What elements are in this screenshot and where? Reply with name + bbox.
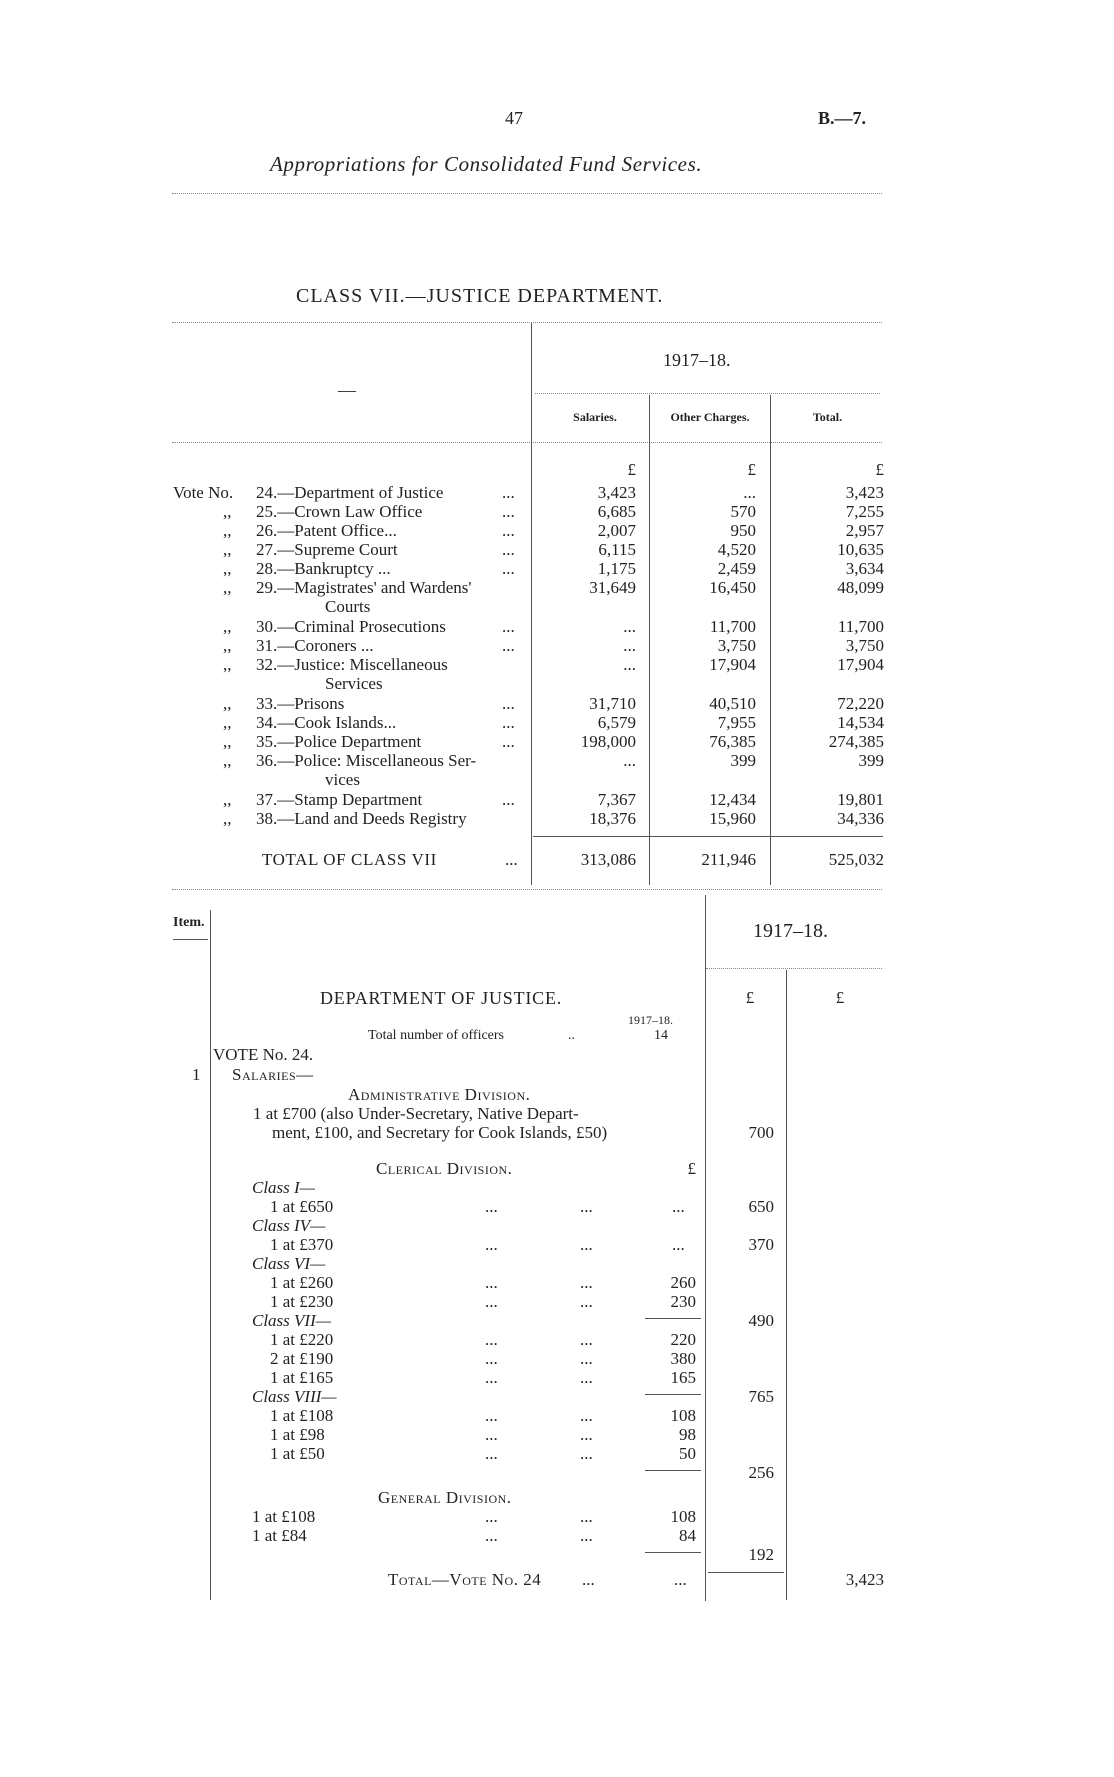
vote-label: 30.—Criminal Prosecutions <box>256 617 446 636</box>
sub-amount: 380 <box>670 1349 696 1368</box>
vote-prefix: ,, <box>223 578 232 597</box>
currency-symbol: £ <box>875 460 884 479</box>
vote-prefix: ,, <box>223 559 232 578</box>
sub-amount: 84 <box>679 1526 696 1545</box>
vote-prefix: Vote No. <box>173 483 234 502</box>
salary-line: 1 at £84 <box>252 1526 307 1545</box>
leader-dots: ... <box>485 1526 498 1545</box>
column-header-rule <box>172 442 882 443</box>
leader-dots: ... <box>502 636 515 655</box>
other-value: 76,385 <box>709 732 756 751</box>
other-value: 12,434 <box>709 790 756 809</box>
sub-amount: 165 <box>670 1368 696 1387</box>
vote-label: 27.—Supreme Court <box>256 540 398 559</box>
class-heading: Class I— <box>252 1178 315 1197</box>
other-value: 4,520 <box>717 540 756 559</box>
sub-amount: 108 <box>670 1406 696 1425</box>
leader-dots: ... <box>485 1330 498 1349</box>
total-value: 399 <box>858 751 884 770</box>
division-heading: General Division. <box>378 1488 512 1507</box>
vote-label: 29.—Magistrates' and Wardens' <box>256 578 472 597</box>
total-value: 14,534 <box>837 713 884 732</box>
vote-prefix: ,, <box>223 713 232 732</box>
vote-prefix: ,, <box>223 521 232 540</box>
total-value: 3,423 <box>845 483 884 502</box>
total-value: 7,255 <box>845 502 884 521</box>
vote-prefix: ,, <box>223 732 232 751</box>
subtotal-rule <box>645 1318 701 1319</box>
other-value: 7,955 <box>717 713 756 732</box>
leader-dots: ... <box>580 1368 593 1387</box>
vote-prefix: ,, <box>223 809 232 828</box>
leader-dots: ... <box>485 1349 498 1368</box>
total-value: 19,801 <box>837 790 884 809</box>
class-amount: 650 <box>748 1197 774 1216</box>
salary-line: 1 at £108 <box>270 1406 334 1425</box>
leader-dots: ... <box>485 1292 498 1311</box>
col-salaries-header: Salaries. <box>573 410 617 424</box>
leader-dots: ... <box>485 1235 498 1254</box>
leader-dots: ... <box>505 850 518 869</box>
total-value: 11,700 <box>837 617 884 636</box>
currency-symbol: £ <box>747 460 756 479</box>
class-total-other: 211,946 <box>701 850 756 869</box>
leader-dots: ... <box>485 1368 498 1387</box>
leader-dots: ... <box>674 1570 687 1589</box>
vote-label: 38.—Land and Deeds Registry <box>256 809 467 828</box>
leader-dots: ... <box>580 1444 593 1463</box>
class-heading: Class VII— <box>252 1311 331 1330</box>
currency-symbol: £ <box>687 1159 696 1178</box>
leader-dots: ... <box>485 1197 498 1216</box>
amount-column-rule <box>705 895 706 1601</box>
vote-label: VOTE No. 24. <box>213 1045 314 1064</box>
class-table-top-rule <box>172 322 882 323</box>
header-rule <box>172 193 882 194</box>
salary-line: 1 at £370 <box>270 1235 334 1254</box>
total-value: 3,750 <box>845 636 884 655</box>
leader-dots: ... <box>502 694 515 713</box>
salaries-value: ... <box>623 617 636 636</box>
class-heading: Class IV— <box>252 1216 326 1235</box>
leader-dots: ... <box>580 1507 593 1526</box>
sub-amount: 50 <box>679 1444 696 1463</box>
salaries-value: 198,000 <box>580 732 636 751</box>
vote-prefix: ,, <box>223 617 232 636</box>
officers-year: 1917–18. <box>628 1013 673 1027</box>
total-value: 17,904 <box>837 655 884 674</box>
stub-dash: — <box>338 380 356 400</box>
class-total-salaries: 313,086 <box>580 850 636 869</box>
class-total-label: TOTAL OF CLASS VII <box>262 850 437 869</box>
column-rule <box>649 395 650 885</box>
currency-symbol: £ <box>835 988 845 1007</box>
vote-total-value: 3,423 <box>845 1570 884 1589</box>
total-rule <box>708 1572 784 1573</box>
col-other-header: Other Charges. <box>670 410 750 424</box>
vote-prefix: ,, <box>223 790 232 809</box>
other-value: 11,700 <box>709 617 756 636</box>
vote-label: 35.—Police Department <box>256 732 422 751</box>
other-value: 15,960 <box>709 809 756 828</box>
salaries-value: 31,710 <box>589 694 636 713</box>
class-amount: 192 <box>748 1545 774 1564</box>
subtotal-rule <box>645 1552 701 1553</box>
officers-label: Total number of officers <box>368 1028 504 1043</box>
salaries-value: 18,376 <box>589 809 636 828</box>
class-total-total: 525,032 <box>828 850 884 869</box>
class-table-bottom-rule <box>172 889 882 890</box>
leader-dots: ... <box>580 1349 593 1368</box>
total-value: 34,336 <box>837 809 884 828</box>
salary-line: 1 at £98 <box>270 1425 325 1444</box>
item-column-header: Item. <box>173 915 205 930</box>
other-value: 3,750 <box>717 636 756 655</box>
leader-dots: ... <box>502 617 515 636</box>
salary-line: 1 at £650 <box>270 1197 334 1216</box>
vote-label: 32.—Justice: Miscellaneous <box>256 655 448 674</box>
vote-label-continued: Services <box>325 674 383 693</box>
currency-symbol: £ <box>627 460 636 479</box>
sub-amount: 260 <box>670 1273 696 1292</box>
salaries-value: 7,367 <box>597 790 636 809</box>
other-value: 399 <box>730 751 756 770</box>
vote-label: 36.—Police: Miscellaneous Ser- <box>256 751 477 770</box>
salary-line: 1 at £260 <box>270 1273 334 1292</box>
vote-prefix: ,, <box>223 751 232 770</box>
leader-dots: ... <box>580 1425 593 1444</box>
leader-dots: ... <box>580 1235 593 1254</box>
class-heading: Class VI— <box>252 1254 326 1273</box>
vote-label: 25.—Crown Law Office <box>256 502 423 521</box>
salaries-value: ... <box>623 751 636 770</box>
vote-prefix: ,, <box>223 655 232 674</box>
salaries-value: 6,579 <box>597 713 636 732</box>
currency-symbol: £ <box>745 988 755 1007</box>
amount-column-rule <box>786 970 787 1600</box>
leader-dots: ... <box>580 1197 593 1216</box>
salary-line: 2 at £190 <box>270 1349 334 1368</box>
leader-dots: ... <box>580 1406 593 1425</box>
detail-year-heading: 1917–18. <box>753 920 828 942</box>
leader-dots: ... <box>485 1444 498 1463</box>
salary-line: 1 at £220 <box>270 1330 334 1349</box>
vote-label: 33.—Prisons <box>256 694 345 713</box>
leader-dots: ... <box>485 1507 498 1526</box>
sub-amount: 220 <box>670 1330 696 1349</box>
vote-label: 31.—Coroners ... <box>256 636 374 655</box>
vote-label: 28.—Bankruptcy ... <box>256 559 391 578</box>
leader-dots: ... <box>502 540 515 559</box>
other-value: 16,450 <box>709 578 756 597</box>
sub-amount: 98 <box>679 1425 696 1444</box>
salary-line: 1 at £230 <box>270 1292 334 1311</box>
leader-dots: ... <box>582 1570 595 1589</box>
vote-label: 37.—Stamp Department <box>256 790 423 809</box>
class-year-heading: 1917–18. <box>663 350 731 370</box>
vote-label-continued: Courts <box>325 597 371 616</box>
vote-prefix: ,, <box>223 540 232 559</box>
other-value: 950 <box>730 521 756 540</box>
class-amount: 765 <box>748 1387 774 1406</box>
division-heading: Administrative Division. <box>348 1085 531 1104</box>
other-value: 570 <box>730 502 756 521</box>
officers-count: 14 <box>654 1028 668 1043</box>
sub-amount: 230 <box>670 1292 696 1311</box>
leader-dots: ... <box>502 732 515 751</box>
column-rule <box>531 323 532 885</box>
col-total-header: Total. <box>812 410 843 424</box>
detail-year-rule <box>706 968 882 969</box>
salary-line: 1 at £108 <box>252 1507 316 1526</box>
department-title: DEPARTMENT OF JUSTICE. <box>320 988 563 1008</box>
page-title: Appropriations for Consolidated Fund Services. <box>270 152 703 176</box>
leader-dots: ... <box>485 1425 498 1444</box>
item-column-rule <box>210 910 211 1600</box>
vote-total-label: Total—Vote No. 24 <box>388 1570 542 1589</box>
class-amount: 370 <box>748 1235 774 1254</box>
class-heading: CLASS VII.—JUSTICE DEPARTMENT. <box>296 285 664 307</box>
subtotal-rule <box>645 1470 701 1471</box>
leader-dots: ... <box>580 1273 593 1292</box>
vote-prefix: ,, <box>223 636 232 655</box>
leader-dots: ... <box>502 713 515 732</box>
year-rule <box>535 393 880 394</box>
admin-line: 1 at £700 (also Under-Secretary, Native Depart- <box>253 1104 579 1123</box>
leader-dots: ... <box>502 502 515 521</box>
class-amount: 490 <box>748 1311 774 1330</box>
leader-dots: ... <box>502 790 515 809</box>
leader-dots: ... <box>580 1292 593 1311</box>
salary-line: 1 at £50 <box>270 1444 325 1463</box>
total-value: 10,635 <box>837 540 884 559</box>
total-value: 72,220 <box>837 694 884 713</box>
salaries-value: 6,115 <box>598 540 636 559</box>
leader-dots: ... <box>502 483 515 502</box>
leader-dots: .. <box>568 1028 575 1043</box>
vote-label: 34.—Cook Islands... <box>256 713 397 732</box>
total-value: 48,099 <box>837 578 884 597</box>
division-heading: Clerical Division. <box>376 1159 513 1178</box>
leader-dots: ... <box>580 1330 593 1349</box>
leader-dots: ... <box>485 1406 498 1425</box>
leader-dots: ... <box>502 521 515 540</box>
salaries-label: Salaries— <box>232 1065 314 1084</box>
admin-amount: 700 <box>748 1123 774 1142</box>
admin-line: ment, £100, and Secretary for Cook Islands, £50) <box>272 1123 608 1142</box>
other-value: ... <box>743 483 756 502</box>
leader-dots: ... <box>672 1235 685 1254</box>
item-number: 1 <box>192 1065 201 1084</box>
total-rule <box>533 836 883 837</box>
document-reference: B.—7. <box>818 108 867 128</box>
salaries-value: ... <box>623 655 636 674</box>
vote-label: 26.—Patent Office... <box>256 521 397 540</box>
leader-dots: ... <box>502 559 515 578</box>
salaries-value: 1,175 <box>597 559 636 578</box>
column-rule <box>770 395 771 885</box>
total-value: 2,957 <box>845 521 884 540</box>
vote-label-continued: vices <box>325 770 360 789</box>
leader-dots: ... <box>672 1197 685 1216</box>
class-amount: 256 <box>748 1463 774 1482</box>
class-heading: Class VIII— <box>252 1387 337 1406</box>
salaries-value: 3,423 <box>597 483 636 502</box>
page-number: 47 <box>505 108 523 128</box>
other-value: 17,904 <box>709 655 756 674</box>
sub-amount: 108 <box>670 1507 696 1526</box>
salaries-value: ... <box>623 636 636 655</box>
salaries-value: 31,649 <box>589 578 636 597</box>
salaries-value: 6,685 <box>597 502 636 521</box>
salary-line: 1 at £165 <box>270 1368 334 1387</box>
vote-label: 24.—Department of Justice <box>256 483 444 502</box>
total-value: 3,634 <box>845 559 884 578</box>
leader-dots: ... <box>580 1526 593 1545</box>
total-value: 274,385 <box>828 732 884 751</box>
vote-prefix: ,, <box>223 502 232 521</box>
leader-dots: ... <box>485 1273 498 1292</box>
other-value: 40,510 <box>709 694 756 713</box>
other-value: 2,459 <box>717 559 756 578</box>
vote-prefix: ,, <box>223 694 232 713</box>
subtotal-rule <box>645 1394 701 1395</box>
salaries-value: 2,007 <box>597 521 636 540</box>
item-header-rule <box>173 939 208 940</box>
